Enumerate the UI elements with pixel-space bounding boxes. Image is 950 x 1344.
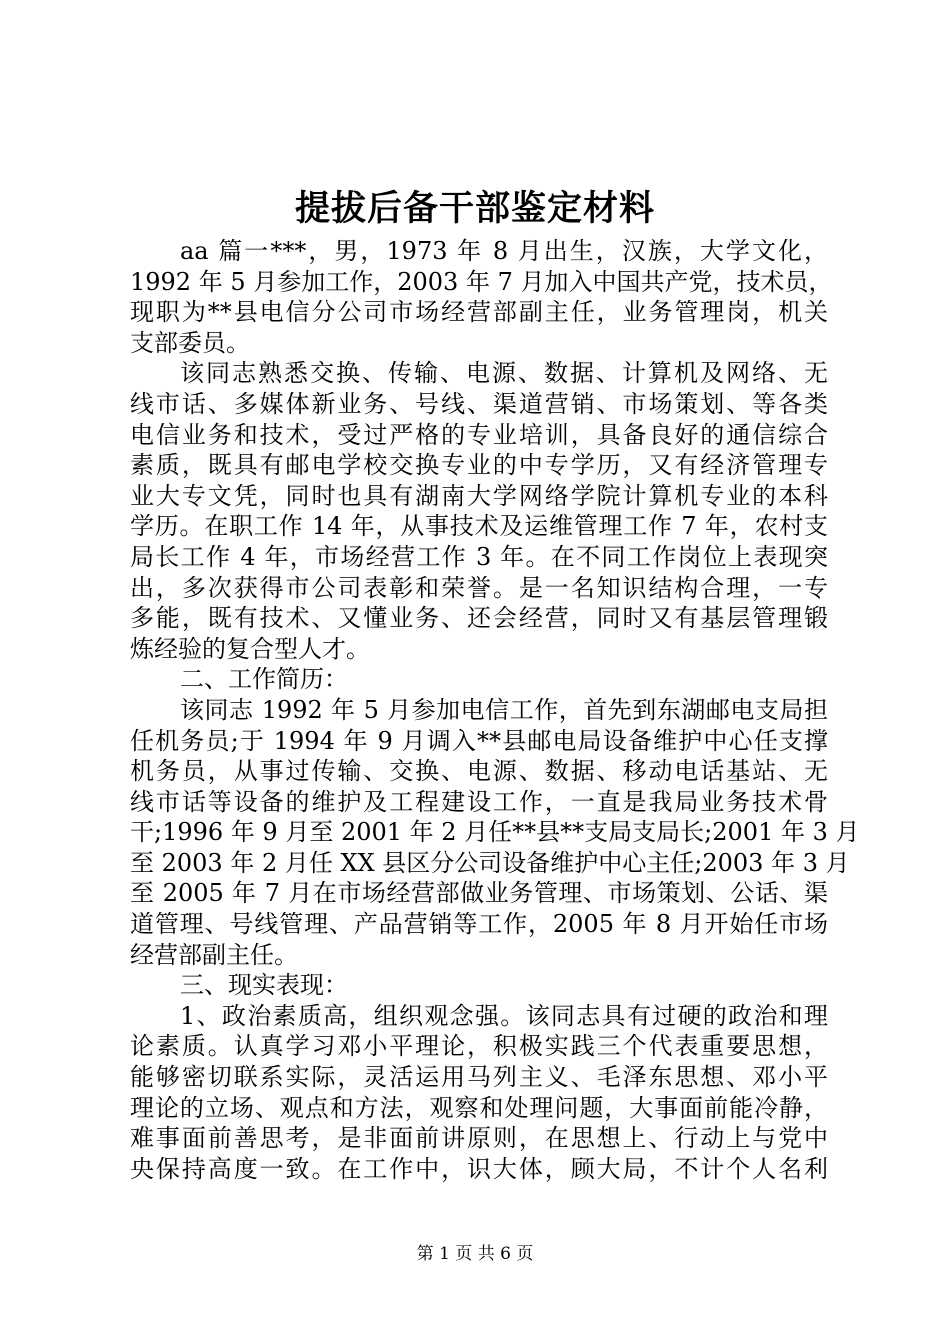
- text-line: 论素质。认真学习邓小平理论，积极实践三个代表重要思想，: [130, 1032, 828, 1061]
- text-line: 电信业务和技术，受过严格的专业培训，具备良好的通信综合: [130, 420, 828, 449]
- text-line: 该同志 1992 年 5 月参加电信工作，首先到东湖邮电支局担: [180, 695, 828, 724]
- text-line: 1、政治素质高，组织观念强。该同志具有过硬的政治和理: [180, 1001, 828, 1030]
- text-line: 学历。在职工作 14 年，从事技术及运维管理工作 7 年，农村支: [130, 512, 828, 541]
- text-line: 至 2005 年 7 月在市场经营部做业务管理、市场策划、公话、渠: [130, 879, 828, 908]
- text-line: aa 篇一***，男，1973 年 8 月出生，汉族，大学文化，: [180, 237, 828, 265]
- text-line: 出，多次获得市公司表彰和荣誉。是一名知识结构合理，一专: [130, 573, 828, 602]
- text-line: 现职为**县电信分公司市场经营部副主任，业务管理岗，机关: [130, 298, 828, 327]
- text-line: 经营部副主任。: [130, 940, 298, 969]
- section-heading: 三、现实表现：: [180, 971, 348, 1000]
- text-line: 多能，既有技术、又懂业务、还会经营，同时又有基层管理锻: [130, 604, 828, 633]
- text-line: 线市话、多媒体新业务、号线、渠道营销、市场策划、等各类: [130, 389, 828, 418]
- text-line: 素质，既具有邮电学校交换专业的中专学历，又有经济管理专: [130, 451, 828, 480]
- text-line: 道管理、号线管理、产品营销等工作，2005 年 8 月开始任市场: [130, 910, 828, 939]
- section-heading: 二、工作简历：: [180, 665, 348, 694]
- text-line: 机务员，从事过传输、交换、电源、数据、移动电话基站、无: [130, 757, 828, 786]
- page-number-footer: 第 1 页 共 6 页: [416, 1244, 534, 1264]
- text-line: 1992 年 5 月参加工作，2003 年 7 月加入中国共产党，技术员，: [130, 267, 833, 296]
- document-title: 提拔后备干部鉴定材料: [294, 188, 655, 229]
- text-line: 能够密切联系实际，灵活运用马列主义、毛泽东思想、邓小平: [130, 1063, 828, 1092]
- text-line: 理论的立场、观点和方法，观察和处理问题，大事面前能冷静，: [130, 1093, 828, 1122]
- text-line: 支部委员。: [130, 328, 250, 357]
- text-line: 难事面前善思考，是非面前讲原则，在思想上、行动上与党中: [130, 1124, 828, 1153]
- text-line: 炼经验的复合型人才。: [130, 634, 370, 663]
- text-line: 局长工作 4 年，市场经营工作 3 年。在不同工作岗位上表现突: [130, 542, 828, 571]
- text-line: 干;1996 年 9 月至 2001 年 2 月任**县**支局支局长;2001 年 3 月: [130, 818, 860, 847]
- document-body: [130, 236, 860, 1184]
- text-line: 业大专文凭，同时也具有湖南大学网络学院计算机专业的本科: [130, 481, 828, 510]
- text-line: 该同志熟悉交换、传输、电源、数据、计算机及网络、无: [180, 359, 828, 388]
- text-line: 央保持高度一致。在工作中，识大体，顾大局，不计个人名利: [130, 1154, 828, 1183]
- text-line: 任机务员;于 1994 年 9 月调入**县邮电局设备维护中心任支撑: [130, 726, 828, 755]
- text-line: 至 2003 年 2 月任 XX 县区分公司设备维护中心主任;2003 年 3 月: [130, 848, 850, 877]
- text-line: 线市话等设备的维护及工程建设工作，一直是我局业务技术骨: [130, 787, 828, 816]
